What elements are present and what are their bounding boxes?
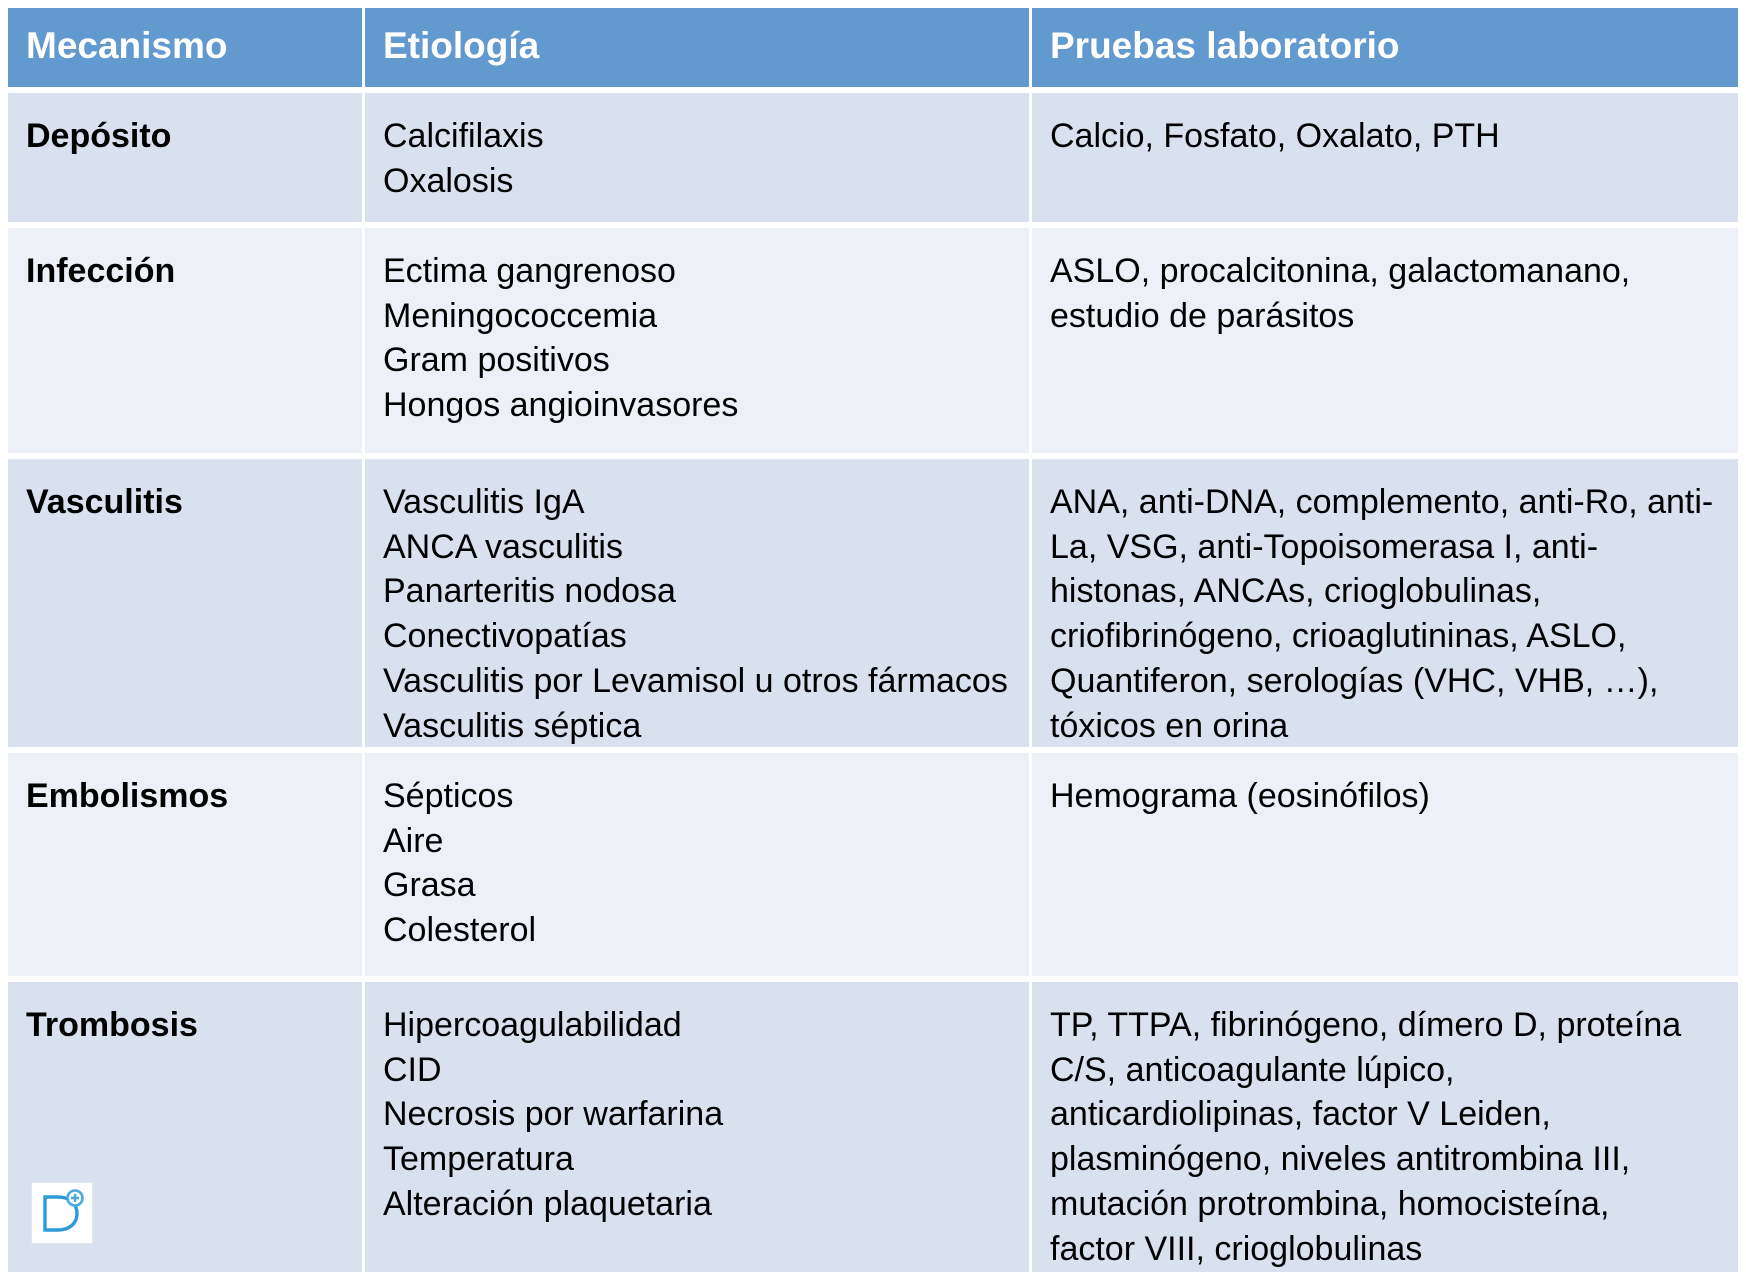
etiology-item: Vasculitis IgA bbox=[383, 483, 585, 521]
lab-line: histonas, ANCAs, crioglobulinas, bbox=[1050, 572, 1542, 611]
etiology-item: Hipercoagulabilidad bbox=[383, 1006, 682, 1044]
lab-line: La, VSG, anti-Topoisomerasa I, anti- bbox=[1050, 527, 1599, 566]
row-mechanism: Depósito bbox=[8, 93, 362, 222]
lab-line: Hemograma (eosinófilos) bbox=[1050, 777, 1430, 815]
lab-line: TP, TTPA, fibrinógeno, dímero D, proteína bbox=[1050, 1006, 1682, 1044]
row-mechanism: Embolismos bbox=[8, 753, 362, 976]
lab-line: tóxicos en orina bbox=[1050, 706, 1289, 745]
row-mechanism: Trombosis bbox=[8, 982, 362, 1272]
etiology-item: Alteración plaquetaria bbox=[383, 1184, 712, 1223]
lab-line: C/S, anticoagulante lúpico, bbox=[1050, 1050, 1455, 1089]
etiology-item: Oxalosis bbox=[383, 161, 514, 200]
etiology-item: Necrosis por warfarina bbox=[383, 1095, 724, 1134]
etiology-item: Conectivopatías bbox=[383, 617, 627, 656]
lab-line: criofibrinógeno, crioaglutininas, ASLO, bbox=[1050, 617, 1627, 656]
etiology-item: Ectima gangrenoso bbox=[383, 252, 676, 290]
lab-line: anticardiolipinas, factor V Leiden, bbox=[1050, 1095, 1551, 1134]
header-pruebas-laboratorio: Pruebas laboratorio bbox=[1032, 8, 1738, 87]
etiology-item: Vasculitis séptica bbox=[383, 706, 642, 745]
row-lab-tests bbox=[1032, 753, 1738, 976]
lab-line: ASLO, procalcitonina, galactomanano, bbox=[1050, 252, 1631, 290]
etiology-item: Colesterol bbox=[383, 911, 537, 950]
lab-line: plasminógeno, niveles antitrombina III, bbox=[1050, 1140, 1631, 1179]
row-etiology bbox=[365, 982, 1029, 1272]
row-etiology bbox=[365, 228, 1029, 453]
etiology-item: Sépticos bbox=[383, 777, 514, 815]
etiology-item: Hongos angioinvasores bbox=[383, 386, 739, 425]
etiology-item: Panarteritis nodosa bbox=[383, 572, 676, 611]
row-etiology bbox=[365, 459, 1029, 747]
etiology-item: Vasculitis por Levamisol u otros fármacos bbox=[383, 661, 1008, 700]
row-lab-tests bbox=[1032, 982, 1738, 1272]
lab-line: ANA, anti-DNA, complemento, anti-Ro, anti- bbox=[1050, 483, 1714, 521]
etiology-item: ANCA vasculitis bbox=[383, 527, 623, 566]
etiology-table bbox=[8, 8, 1738, 1272]
brand-logo bbox=[31, 1182, 93, 1244]
row-lab-tests bbox=[1032, 459, 1738, 747]
lab-line: factor VIII, crioglobulinas bbox=[1050, 1229, 1423, 1268]
row-etiology bbox=[365, 93, 1029, 222]
row-mechanism: Vasculitis bbox=[8, 459, 362, 747]
lab-line: Calcio, Fosfato, Oxalato, PTH bbox=[1050, 117, 1500, 155]
row-etiology bbox=[365, 753, 1029, 976]
row-lab-tests bbox=[1032, 93, 1738, 222]
row-mechanism: Infección bbox=[8, 228, 362, 453]
lab-line: mutación protrombina, homocisteína, bbox=[1050, 1184, 1610, 1223]
row-lab-tests bbox=[1032, 228, 1738, 453]
etiology-item: Meningococcemia bbox=[383, 296, 658, 335]
etiology-item: Grasa bbox=[383, 866, 476, 905]
lab-line: estudio de parásitos bbox=[1050, 296, 1355, 335]
lab-line: Quantiferon, serologías (VHC, VHB, …), bbox=[1050, 661, 1659, 700]
etiology-item: Aire bbox=[383, 821, 444, 860]
logo-d-icon bbox=[32, 1183, 92, 1243]
etiology-item: Calcifilaxis bbox=[383, 117, 544, 155]
etiology-item: Temperatura bbox=[383, 1140, 574, 1179]
etiology-item: CID bbox=[383, 1050, 442, 1089]
header-etiologia: Etiología bbox=[365, 8, 1029, 87]
etiology-item: Gram positivos bbox=[383, 341, 610, 380]
header-mecanismo: Mecanismo bbox=[8, 8, 362, 87]
